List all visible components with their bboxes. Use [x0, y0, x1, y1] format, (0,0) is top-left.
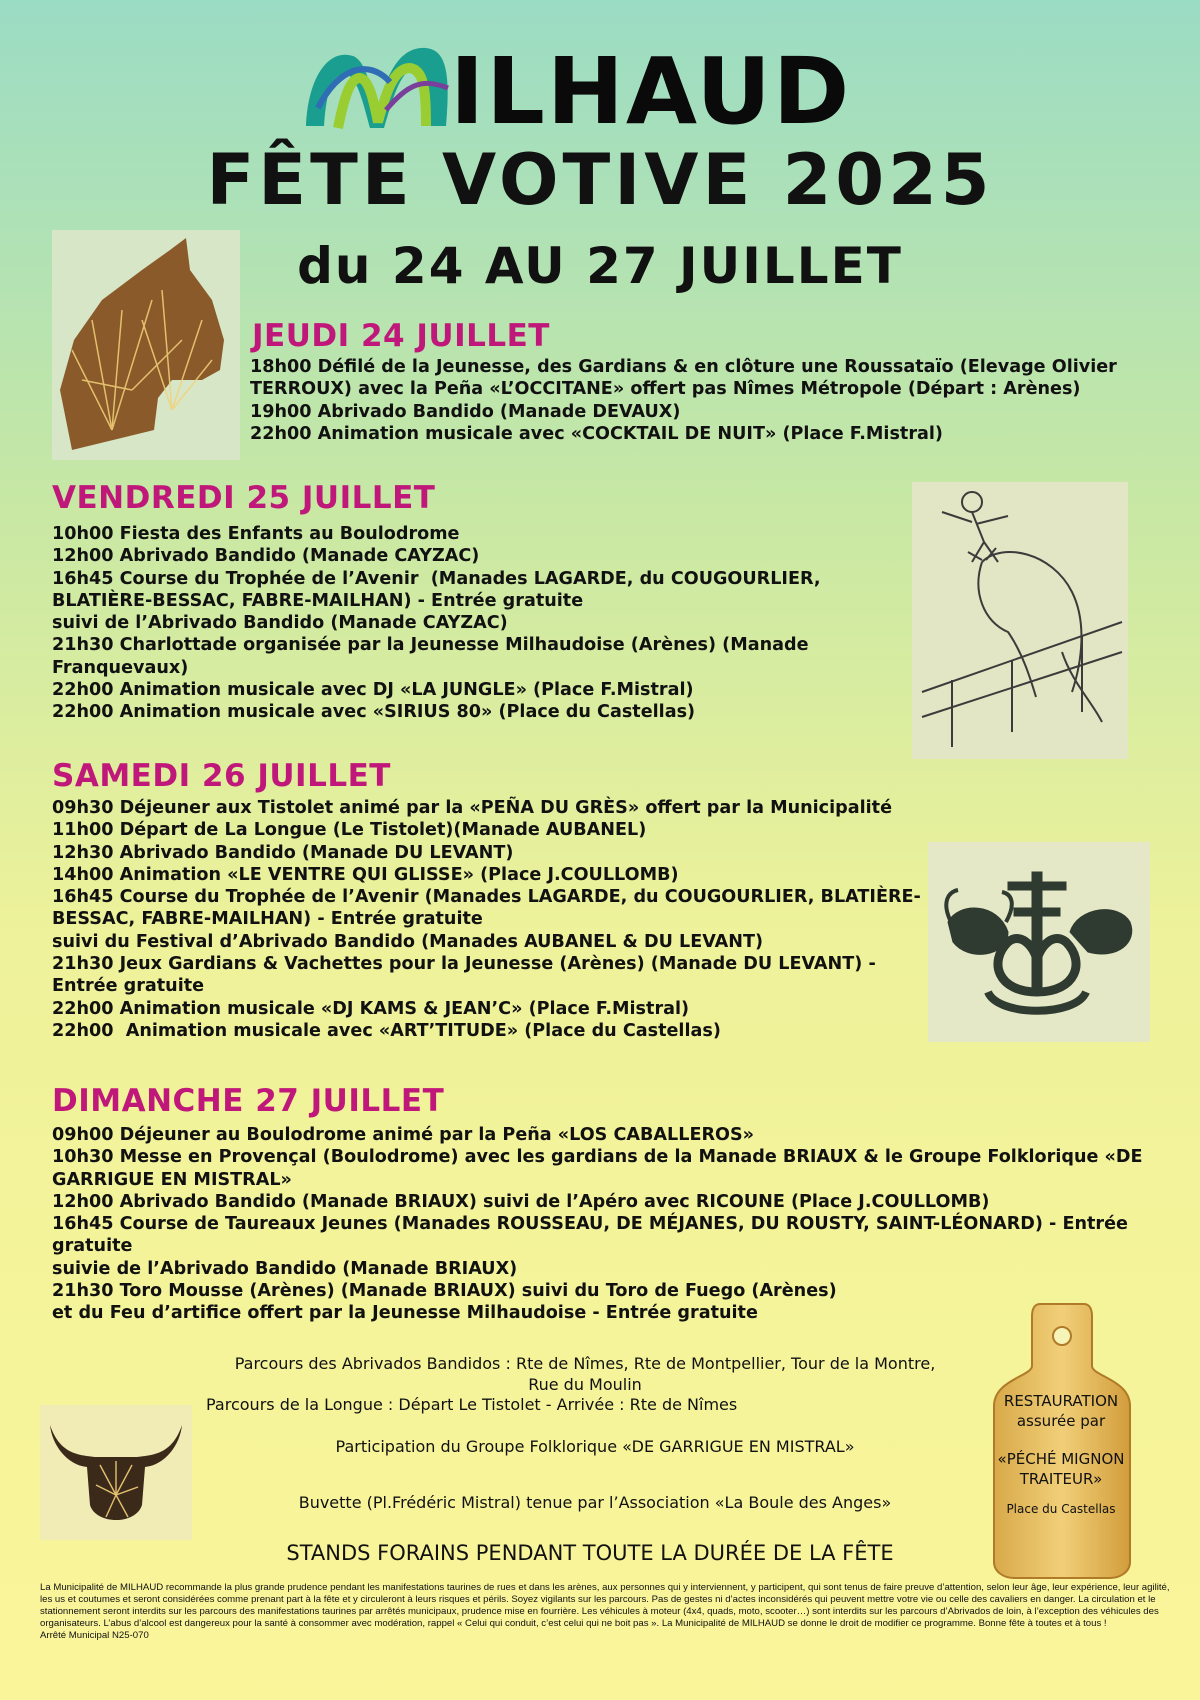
- event-list-vendredi: [52, 523, 882, 724]
- event-item: 12h00 Abrivado Bandido (Manade CAYZAC): [52, 546, 480, 567]
- route-longue: Parcours de la Longue : Départ Le Tistolet - Arrivée : Rte de Nîmes: [206, 1395, 738, 1414]
- restauration-info: [987, 1391, 1135, 1519]
- event-item: suivi de l’Abrivado Bandido (Manade CAYZAC): [52, 613, 508, 634]
- bull-jumping-sketch-image: [912, 482, 1128, 759]
- event-item: 22h00 Animation musicale avec DJ «LA JUNGLE» (Place F.Mistral): [52, 680, 694, 701]
- route-abrivados-line2: Rue du Moulin: [528, 1375, 642, 1394]
- restauration-line4: TRAITEUR»: [1019, 1470, 1103, 1488]
- safety-disclaimer: [40, 1582, 1170, 1642]
- event-item: 21h30 Charlottade organisée par la Jeunesse Milhaudoise (Arènes) (Manade Franquevaux): [52, 635, 815, 678]
- event-item: 16h45 Course du Trophée de l’Avenir (Manades LAGARDE, du COUGOURLIER, BLATIÈRE-BESSAC, FABRE-MAILHAN) - Entrée gratuite: [52, 887, 921, 930]
- town-logo-m-icon: [298, 38, 458, 138]
- bull-head-fireworks-image: [40, 1405, 192, 1540]
- event-item: 18h00 Défilé de la Jeunesse, des Gardians & en clôture une Roussataïo (Elevage Olivier TERROUX) avec la Peña «L’OCCITANE» offert pas Nîmes Métropole (Départ : Arènes): [250, 357, 1124, 400]
- stands-forains: STANDS FORAINS PENDANT TOUTE LA DURÉE DE LA FÊTE: [286, 1541, 894, 1565]
- event-item: et du Feu d’artifice offert par la Jeunesse Milhaudoise - Entrée gratuite: [52, 1303, 758, 1324]
- event-item: 22h00 Animation musicale avec «SIRIUS 80» (Place du Castellas): [52, 702, 696, 723]
- folklore-participation: Participation du Groupe Folklorique «DE GARRIGUE EN MISTRAL»: [335, 1437, 855, 1456]
- route-abrivados-line1: Parcours des Abrivados Bandidos : Rte de Nîmes, Rte de Montpellier, Tour de la Montre,: [234, 1354, 936, 1373]
- day-heading-dimanche: DIMANCHE 27 JUILLET: [52, 1083, 445, 1119]
- event-item: 21h30 Toro Mousse (Arènes) (Manade BRIAUX) suivi du Toro de Fuego (Arènes): [52, 1281, 837, 1302]
- event-item: 09h00 Déjeuner au Boulodrome animé par la Peña «LOS CABALLEROS»: [52, 1125, 755, 1145]
- camargue-cross-emblem-image: [928, 842, 1150, 1042]
- event-item: 19h00 Abrivado Bandido (Manade DEVAUX): [250, 401, 681, 422]
- restauration-line2: assurée par: [1016, 1412, 1106, 1430]
- event-item: suivi du Festival d’Abrivado Bandido (Manades AUBANEL & DU LEVANT): [52, 931, 764, 952]
- event-item: 10h00 Fiesta des Enfants au Boulodrome: [52, 524, 460, 544]
- event-item: 09h30 Déjeuner aux Tistolet animé par la «PEÑA DU GRÈS» offert par la Municipalité: [52, 798, 893, 818]
- event-item: 22h00 Animation musicale «DJ KAMS & JEAN’C» (Place F.Mistral): [52, 998, 690, 1019]
- event-item: 16h45 Course de Taureaux Jeunes (Manades ROUSSEAU, DE MÉJANES, DU ROUSTY, SAINT-LÉONARD) - Entrée gratuite: [52, 1214, 1135, 1257]
- event-item: 14h00 Animation «LE VENTRE QUI GLISSE» (Place J.COULLOMB): [52, 864, 679, 885]
- town-logo: [298, 38, 958, 145]
- event-item: 16h45 Course du Trophée de l’Avenir (Manades LAGARDE, du COUGOURLIER, BLATIÈRE-BESSAC, FABRE-MAILHAN) - Entrée gratuite: [52, 568, 827, 611]
- event-item: 12h00 Abrivado Bandido (Manade BRIAUX) suivi de l’Apéro avec RICOUNE (Place J.COULLOMB): [52, 1191, 990, 1212]
- event-item: 22h00 Animation musicale avec «ART’TITUDE» (Place du Castellas): [52, 1020, 721, 1041]
- event-item: 21h30 Jeux Gardians & Vachettes pour la Jeunesse (Arènes) (Manade DU LEVANT) - Entrée gratuite: [52, 954, 882, 997]
- disclaimer-text: La Municipalité de MILHAUD recommande la plus grande prudence pendant les manifestations taurines de rues et dans les arènes, aux personnes qui y interviennent, y participent, qui sont tenus de faire preuve d’attention, selon leur âge, leur expérience, leur agilité, les us et coutumes et seront considérées comme prenant part à la fête et y circuleront à leurs risques et périls. Soyez vigilants sur les parcours. Pas de gestes ni d’actes inconsidérés qui peuvent mettre votre vie ou celle des cavaliers en danger. La circulation et le stationnement seront interdits sur les parcours des manifestations taurines par arrêtés municipaux, prudence mise en fourrière. Les véhicules à moteur (4x4, quads, moto, scooter…) sont interdits sur les parcours d’Abrivados de loin, à l’exception des véhicules des organisateurs. L’abus d’alcool est dangereux pour la santé à consommer avec modération, rappel « Celui qui conduit, c’est celui qui ne boit pas ». La Municipalité de MILHAUD se donne le droit de modifier ce programme. Bonne fête à toutes et à tous !: [40, 1582, 1170, 1629]
- event-item: 22h00 Animation musicale avec «COCKTAIL DE NUIT» (Place F.Mistral): [250, 423, 943, 444]
- restauration-line1: RESTAURATION: [1003, 1392, 1119, 1410]
- restauration-line3: «PÉCHÉ MIGNON: [997, 1450, 1125, 1468]
- arrete-municipal: Arrêté Municipal N25-070: [40, 1630, 149, 1641]
- event-item: suivie de l’Abrivado Bandido (Manade BRIAUX): [52, 1258, 518, 1279]
- town-name-text: ILHAUD: [450, 38, 852, 145]
- page-title: FÊTE VOTIVE 2025: [206, 139, 994, 221]
- day-heading-samedi: SAMEDI 26 JUILLET: [52, 758, 391, 794]
- event-item: 12h30 Abrivado Bandido (Manade DU LEVANT): [52, 842, 514, 863]
- day-heading-jeudi: JEUDI 24 JUILLET: [252, 318, 550, 354]
- event-list-dimanche: [52, 1124, 1177, 1325]
- day-heading-vendredi: VENDREDI 25 JUILLET: [52, 480, 436, 516]
- horse-fireworks-image: [52, 230, 240, 460]
- buvette-info: Buvette (Pl.Frédéric Mistral) tenue par l’Association «La Boule des Anges»: [298, 1493, 892, 1512]
- event-item: 10h30 Messe en Provençal (Boulodrome) avec les gardians de la Manade BRIAUX & le Groupe Folklorique «DE GARRIGUE EN MISTRAL»: [52, 1147, 1149, 1190]
- restauration-place: Place du Castellas: [1006, 1502, 1116, 1516]
- event-item: 11h00 Départ de La Longue (Le Tistolet)(Manade AUBANEL): [52, 820, 647, 841]
- date-range: du 24 AU 27 JUILLET: [297, 237, 903, 295]
- event-list-jeudi: [250, 356, 1170, 445]
- event-list-samedi: [52, 797, 947, 1042]
